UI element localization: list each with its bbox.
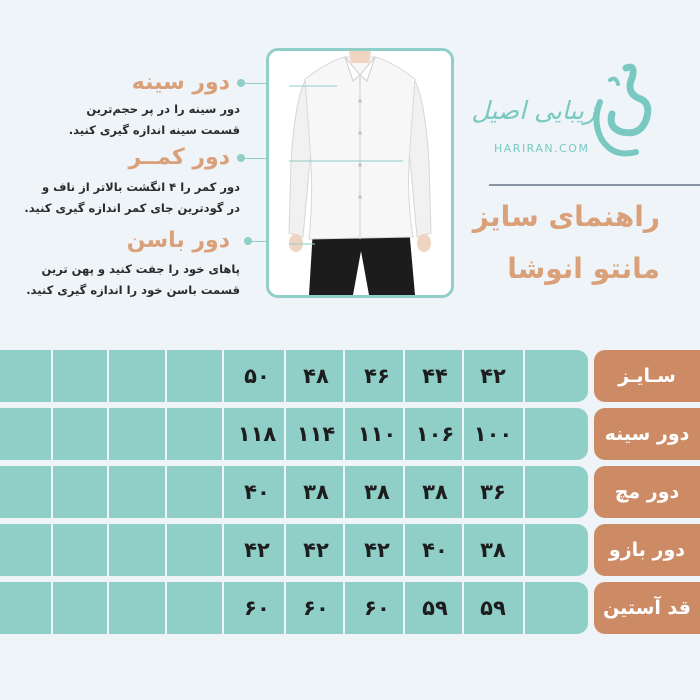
table-cell: ۳۸: [364, 480, 390, 504]
cell-separator: [107, 408, 109, 460]
table-cell: ۳۸: [303, 480, 329, 504]
table-cell: ۱۰۶: [415, 422, 455, 446]
waist-title: دور کمــر: [128, 145, 230, 170]
table-cell: ۵۹: [480, 596, 506, 620]
table-cell: ۴۰: [422, 538, 448, 562]
table-cell: ۴۰: [244, 480, 270, 504]
cell-separator: [222, 350, 224, 402]
row-label: دور سینه: [594, 408, 700, 460]
cell-separator: [523, 524, 525, 576]
table-cell: ۱۱۴: [296, 422, 336, 446]
table-cell: ۴۶: [364, 364, 390, 388]
cell-separator: [51, 408, 53, 460]
row-label: دور مچ: [594, 466, 700, 518]
cell-separator: [165, 408, 167, 460]
product-photo-frame: [266, 48, 454, 298]
waist-description: دور کمر را ۴ انگشت بالاتر از ناف و در گودترین جای کمر اندازه گیری کنید.: [24, 180, 240, 215]
hariran-logo-icon: [586, 62, 656, 162]
table-cell: ۴۲: [480, 364, 506, 388]
table-cell: ۴۴: [422, 364, 448, 388]
cell-separator: [165, 524, 167, 576]
cell-separator: [523, 350, 525, 402]
row-label: قد آستین: [594, 582, 700, 634]
cell-separator: [222, 582, 224, 634]
table-cell: ۱۰۰: [473, 422, 513, 446]
hip-description: پاهای خود را جفت کنید و پهن ترین قسمت باسن خود را اندازه گیری کنید.: [26, 262, 240, 297]
cell-separator: [523, 466, 525, 518]
cell-separator: [51, 350, 53, 402]
cell-separator: [107, 350, 109, 402]
title-divider: [489, 184, 700, 186]
hip-title: دور باسن: [126, 228, 230, 253]
chest-guide-dot: [237, 79, 245, 87]
cell-separator: [222, 466, 224, 518]
cell-separator: [165, 582, 167, 634]
table-cell: ۴۲: [364, 538, 390, 562]
cell-separator: [107, 524, 109, 576]
cell-separator: [51, 582, 53, 634]
table-cell: ۱۱۰: [357, 422, 397, 446]
table-cell: ۵۹: [422, 596, 448, 620]
cell-separator: [165, 350, 167, 402]
hip-guide-dot: [244, 237, 252, 245]
cell-separator: [107, 466, 109, 518]
page-title: راهنمای سایز: [472, 200, 660, 233]
chest-title: دور سینه: [131, 70, 230, 95]
brand-url[interactable]: HARIRAN.COM: [494, 142, 590, 155]
table-cell: ۴۸: [303, 364, 329, 388]
waist-guide-dot: [237, 154, 245, 162]
table-cell: ۴۲: [244, 538, 270, 562]
table-cell: ۳۸: [480, 538, 506, 562]
cell-separator: [107, 582, 109, 634]
row-label: سـایـز: [594, 350, 700, 402]
table-cell: ۶۰: [303, 596, 329, 620]
table-cell: ۳۸: [422, 480, 448, 504]
cell-separator: [165, 466, 167, 518]
cell-separator: [222, 408, 224, 460]
cell-separator: [51, 466, 53, 518]
table-cell: ۴۲: [303, 538, 329, 562]
page-subtitle: مانتو انوشا: [507, 252, 660, 285]
cell-separator: [523, 582, 525, 634]
cell-separator: [523, 408, 525, 460]
chest-description: دور سینه را در پر حجم‌ترین قسمت سینه اندازه گیری کنید.: [68, 102, 240, 137]
table-cell: ۱۱۸: [237, 422, 277, 446]
table-cell: ۶۰: [364, 596, 390, 620]
row-label: دور بازو: [594, 524, 700, 576]
cell-separator: [222, 524, 224, 576]
table-cell: ۶۰: [244, 596, 270, 620]
cell-separator: [51, 524, 53, 576]
table-cell: ۵۰: [244, 364, 270, 388]
brand-tagline: زیبایی اصیل: [471, 96, 596, 125]
shirt-model-illustration: [269, 51, 451, 295]
table-cell: ۳۶: [480, 480, 506, 504]
